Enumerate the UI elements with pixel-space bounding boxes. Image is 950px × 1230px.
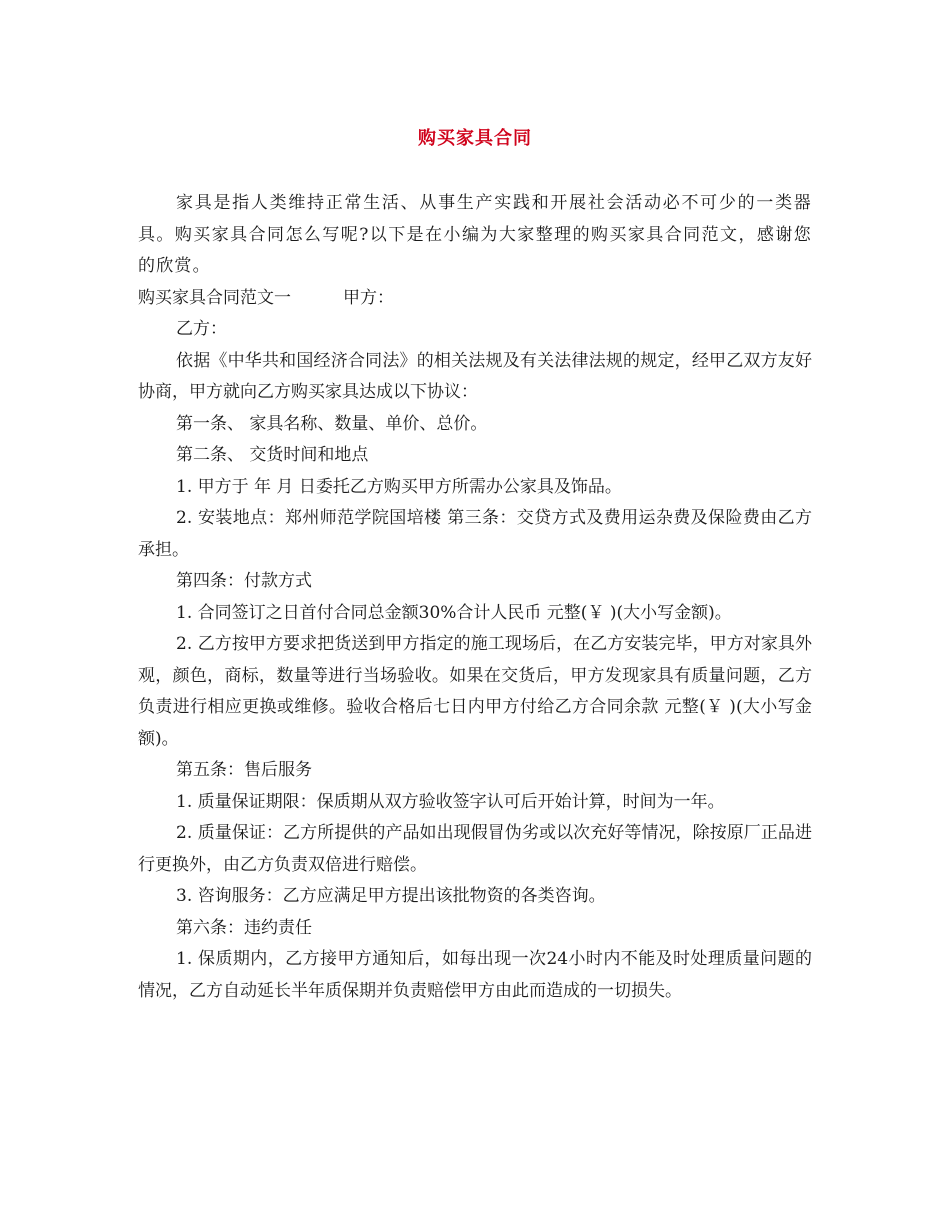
article-6-item-1: 1. 保质期内，乙方接甲方通知后，如每出现一次24小时内不能及时处理质量问题的情况，乙方自动延长半年质保期并负责赔偿甲方由此而造成的一切损失。 (138, 949, 812, 1001)
article-4-heading: 第四条：付款方式 (176, 571, 312, 591)
party-a-label: 甲方： (343, 287, 394, 308)
article-5-heading: 第五条：售后服务 (176, 760, 312, 780)
article-2-heading: 第二条、 交货时间和地点 (176, 445, 369, 465)
section-heading: 购买家具合同范文一 (138, 287, 291, 308)
article-2-item-2: 2. 安装地点：郑州师范学院国培楼 第三条：交贷方式及费用运杂费及保险费由乙方承担。 (138, 508, 812, 560)
party-b-label: 乙方： (176, 319, 227, 339)
legal-basis-paragraph: 依据《中华共和国经济合同法》的相关法规及有关法律法规的规定，经甲乙双方友好协商，甲方就向乙方购买家具达成以下协议： (138, 350, 812, 402)
article-5-item-2: 2. 质量保证：乙方所提供的产品如出现假冒伪劣或以次充好等情况，除按原厂正品进行更换外，由乙方负责双倍进行赔偿。 (138, 823, 812, 875)
article-5-item-3: 3. 咨询服务：乙方应满足甲方提出该批物资的各类咨询。 (176, 886, 606, 906)
article-1: 第一条、 家具名称、数量、单价、总价。 (176, 413, 488, 434)
article-4-item-2: 2. 乙方按甲方要求把货送到甲方指定的施工现场后，在乙方安装完毕，甲方对家具外观，颜色，商标，数量等进行当场验收。如果在交货后，甲方发现家具有质量问题，乙方负责进行相应更换或维修。验收合格后七日内甲方付给乙方合同余款 元整(￥ )(大小写金额)。 (138, 634, 812, 749)
document-body (138, 188, 812, 1007)
article-5-item-1: 1. 质量保证期限：保质期从双方验收签字认可后开始计算，时间为一年。 (176, 791, 725, 812)
article-6-heading: 第六条：违约责任 (176, 917, 312, 938)
article-2-item-1: 1. 甲方于 年 月 日委托乙方购买甲方所需办公家具及饰品。 (176, 476, 622, 497)
section-heading-line (138, 283, 812, 315)
article-4-item-1: 1. 合同签订之日首付合同总金额30%合计人民币 元整(￥ )(大小写金额)。 (176, 602, 732, 623)
document-title: 购买家具合同 (418, 128, 532, 149)
intro-paragraph: 家具是指人类维持正常生活、从事生产实践和开展社会活动必不可少的一类器具。购买家具合同怎么写呢?以下是在小编为大家整理的购买家具合同范文，感谢您的欣赏。 (138, 193, 812, 276)
